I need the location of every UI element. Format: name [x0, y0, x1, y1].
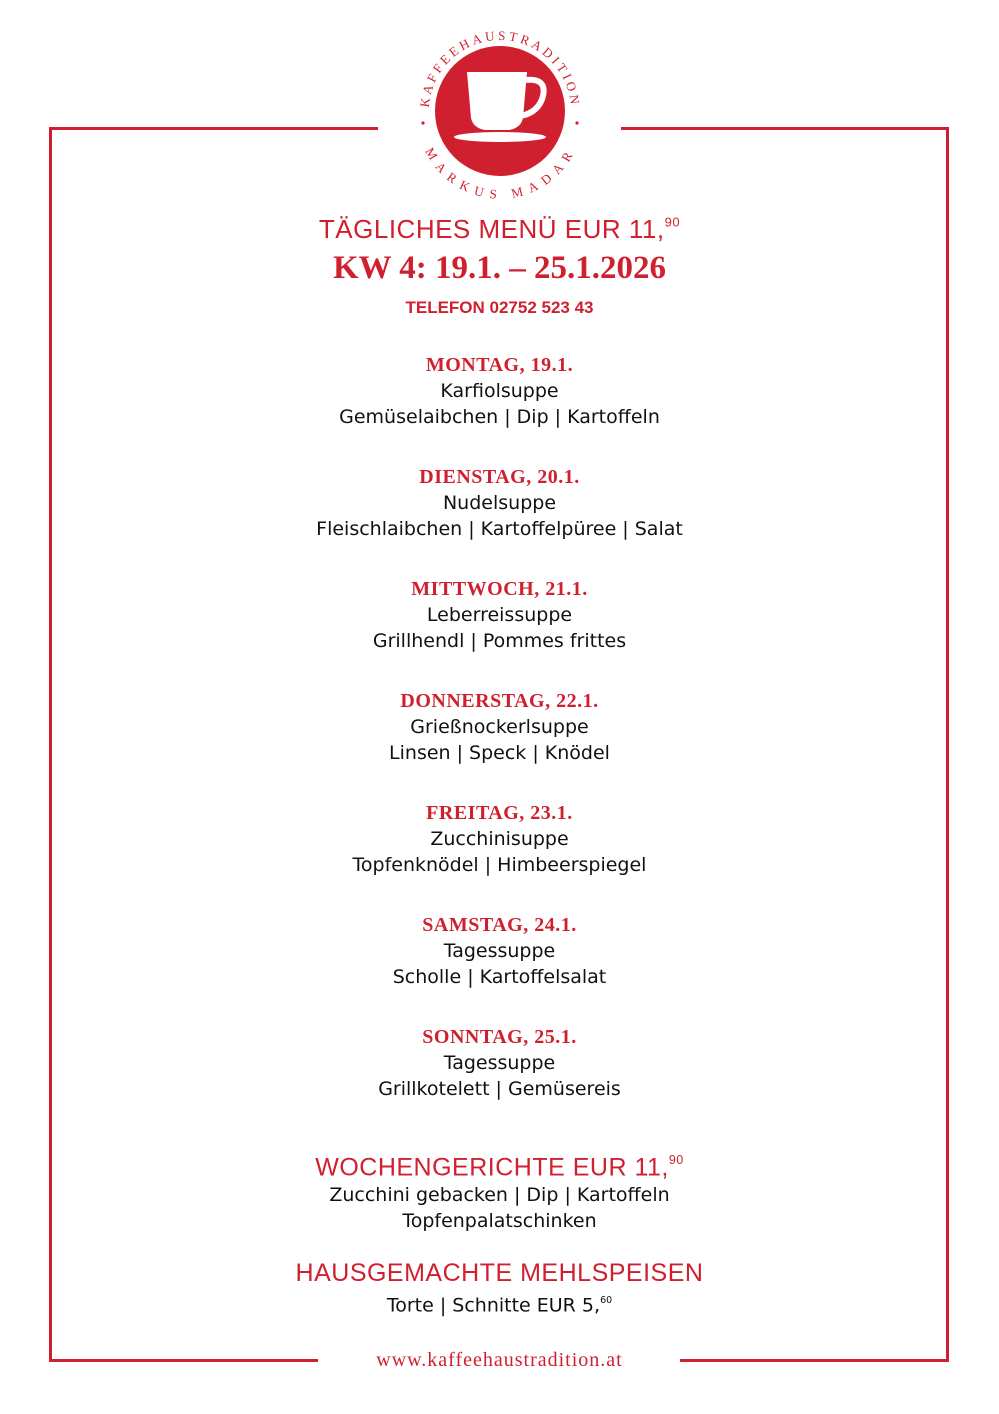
day-main: Grillhendl | Pommes frittes [372, 630, 627, 652]
pastry-price-cents: 60 [600, 1295, 613, 1306]
day-heading: MITTWOCH, 21.1. [411, 578, 588, 600]
day-main: Scholle | Kartoffelsalat [392, 966, 607, 988]
kaffeehaustradition-logo [409, 20, 591, 202]
day-block-wednesday [0, 576, 999, 654]
day-soup: Nudelsuppe [442, 492, 557, 514]
day-main: Gemüselaibchen | Dip | Kartoffeln [339, 406, 660, 428]
day-heading: DONNERSTAG, 22.1. [400, 690, 599, 712]
day-heading: FREITAG, 23.1. [426, 802, 573, 824]
day-soup: Grießnockerlsuppe [410, 716, 589, 738]
day-block-sunday [0, 1024, 999, 1102]
pastry-item: Torte | Schnitte EUR 5,60 [386, 1294, 613, 1317]
day-soup: Tagessuppe [443, 940, 556, 962]
day-main: Fleischlaibchen | Kartoffelpüree | Salat [316, 518, 683, 540]
day-heading: SAMSTAG, 24.1. [422, 914, 577, 936]
day-heading: SONNTAG, 25.1. [422, 1026, 577, 1048]
week-range: KW 4: 19.1. – 25.1.2026 [332, 250, 667, 286]
logo-text-top: KAFFEEHAUSTRADITION [416, 27, 584, 109]
day-heading: DIENSTAG, 20.1. [419, 466, 580, 488]
day-soup: Leberreissuppe [426, 604, 573, 626]
weekly-dish-2: Topfenpalatschinken [402, 1210, 597, 1233]
phone-number[interactable]: TELEFON 02752 523 43 [405, 298, 594, 317]
day-block-thursday [0, 688, 999, 766]
weekly-price-cents: 90 [668, 1153, 684, 1167]
day-main: Topfenknödel | Himbeerspiegel [352, 854, 647, 876]
weekly-dishes-section [0, 1145, 999, 1234]
day-main: Linsen | Speck | Knödel [389, 742, 610, 764]
day-main: Grillkotelett | Gemüsereis [378, 1078, 621, 1100]
day-block-monday [0, 352, 999, 430]
weekly-dishes-title: WOCHENGERICHTE EUR 11,90 [315, 1153, 684, 1182]
website-link[interactable]: www.kaffeehaustradition.at [376, 1349, 623, 1371]
logo-seal [409, 20, 591, 202]
day-soup: Tagessuppe [443, 1052, 556, 1074]
day-soup: Zucchinisuppe [430, 828, 569, 850]
pastry-section [0, 1258, 999, 1319]
day-block-friday [0, 800, 999, 878]
logo-text-bottom: MARKUS MADAR [422, 144, 578, 202]
day-heading: MONTAG, 19.1. [425, 354, 574, 376]
day-soup: Karfiolsuppe [440, 380, 559, 402]
weekly-dish-1: Zucchini gebacken | Dip | Kartoffeln [329, 1184, 670, 1207]
day-block-tuesday [0, 464, 999, 542]
daily-menu-price-cents: 90 [664, 214, 681, 230]
day-block-saturday [0, 912, 999, 990]
daily-menu-title: TÄGLICHES MENÜ EUR 11,90 [318, 214, 681, 244]
pastry-title: HAUSGEMACHTE MEHLSPEISEN [295, 1259, 704, 1287]
